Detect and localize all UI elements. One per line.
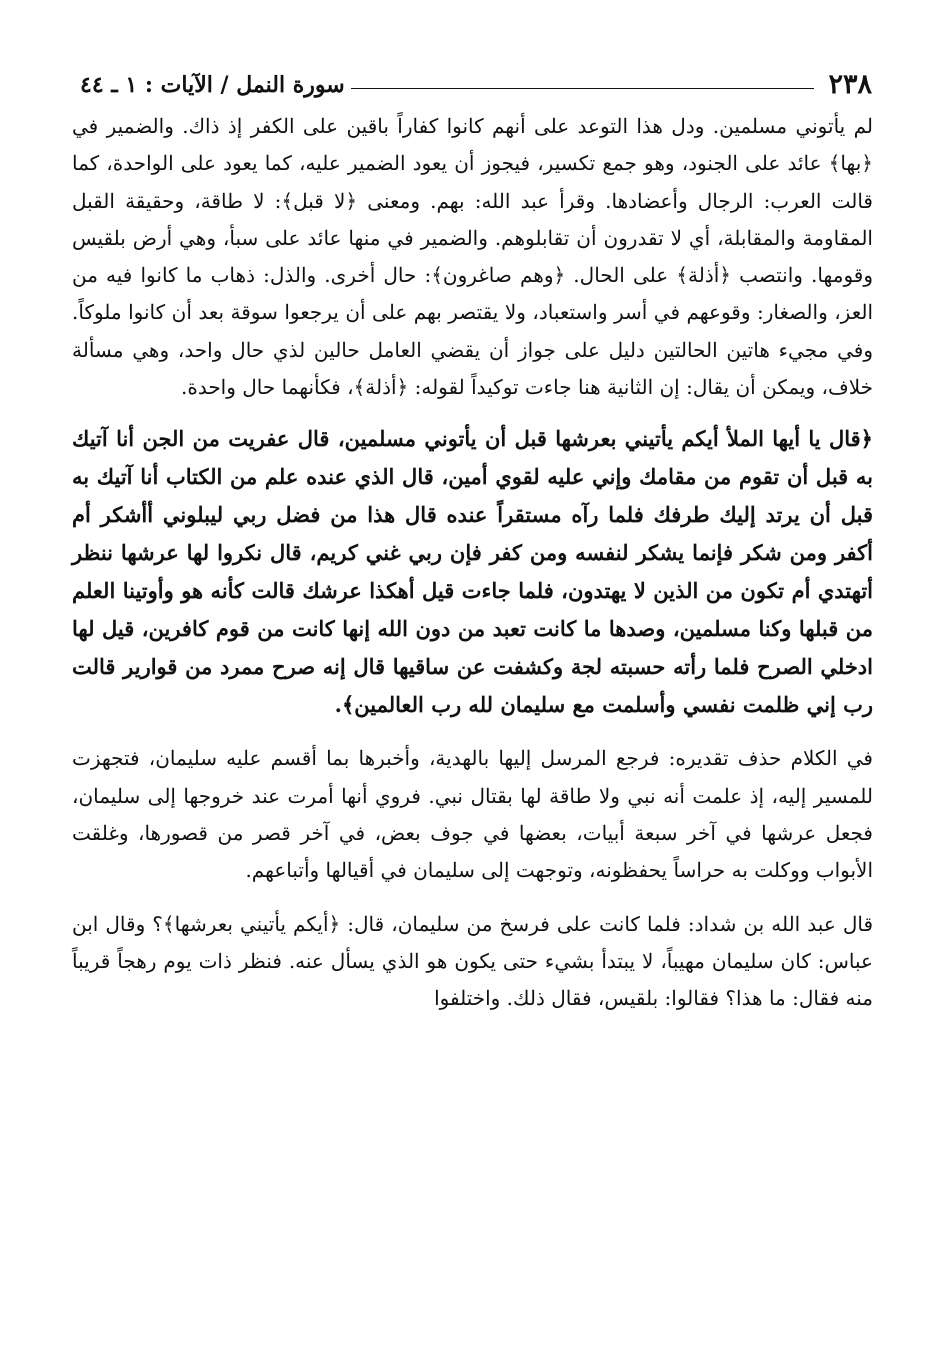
surah-title: سورة النمل / الآيات : ١ ـ ٤٤ bbox=[80, 72, 345, 98]
page-header bbox=[80, 58, 872, 98]
commentary-paragraph: قال عبد الله بن شداد: فلما كانت على فرسخ من سليمان، قال: ﴿أيكم يأتيني بعرشها﴾؟ وقال ابن عباس: كان سليمان مهيباً، لا يبتدأ بشيء حتى يكون هو الذي يسأل عنه. فنظر ذات يوم رهجاً قريباً منه فقال: ما هذا؟ فقالوا: بلقيس، فقال ذلك. واختلفوا bbox=[72, 911, 873, 1011]
quran-verse-paragraph: ﴿قال يا أيها الملأ أيكم يأتيني بعرشها قبل أن يأتوني مسلمين، قال عفريت من الجن أنا آتيك به قبل أن تقوم من مقامك وإني عليه لقوي أمين، قال الذي عنده علم من الكتاب أنا آتيك به قبل أن يرتد إليك طرفك فلما رآه مستقراً عنده قال هذا من فضل ربي ليبلوني أأشكر أم أكفر ومن شكر فإنما يشكر لنفسه ومن كفر فإن ربي غني كريم، قال نكروا لها عرشها ننظر أتهتدي أم تكون من الذين لا يهتدون، فلما جاءت قيل أهكذا عرشك قالت كأنه هو وأوتينا العلم من قبلها وكنا مسلمين، وصدها ما كانت تعبد من دون الله إنها كانت من قوم كافرين، قيل لها ادخلي الصرح فلما رأته حسبته لجة وكشفت عن ساقيها قال إنه صرح ممرد من قوارير قالت رب إني ظلمت نفسي وأسلمت مع سليمان لله رب العالمين﴾. bbox=[72, 426, 873, 718]
page-body bbox=[72, 108, 873, 1017]
commentary-paragraph: لم يأتوني مسلمين. ودل هذا التوعد على أنهم كانوا كفاراً باقين على الكفر إذ ذاك. والضمير في ﴿بها﴾ عائد على الجنود، وهو جمع تكسير، فيجوز أن يعود الضمير عليه، كما يعود على الواحدة، كما قالت العرب: الرجال وأعضادها. وقرأ عبد الله: بهم. ومعنى ﴿لا قبل﴾: لا طاقة، وحقيقة القبل المقاومة والمقابلة، أي لا تقدرون أن تقابلوهم. والضمير في منها عائد على سبأ، وهي أرض بلقيس وقومها. وانتصب ﴿أذلة﴾ على الحال. ﴿وهم صاغرون﴾: حال أخرى. والذل: ذهاب ما كانوا فيه من العز، والصغار: وقوعهم في أسر واستعباد، ولا يقتصر بهم على أن يرجعوا سوقة بعد أن كانوا ملوكاً. وفي مجيء هاتين الحالتين دليل على جواز أن يقضي العامل حالين لذي حال واحد، وهي مسألة خلاف، ويمكن أن يقال: إن الثانية هنا جاءت توكيداً لقوله: ﴿أذلة﴾، فكأنهما حال واحدة. bbox=[72, 114, 873, 400]
header-rule bbox=[351, 88, 815, 89]
page-number: ٢٣٨ bbox=[828, 69, 872, 100]
commentary-paragraph: في الكلام حذف تقديره: فرجع المرسل إليها بالهدية، وأخبرها بما أقسم عليه سليمان، فتجهزت للمسير إليه، إذ علمت أنه نبي ولا طاقة لها بقتال نبي. فروي أنها أمرت عند خروجها إلى سليمان، فجعل عرشها في آخر سبعة أبيات، بعضها في جوف بعض، في آخر قصر من قصورها، وغلقت الأبواب ووكلت به حراساً يحفظونه، وتوجهت إلى سليمان في أقيالها وأتباعهم. bbox=[72, 746, 873, 883]
